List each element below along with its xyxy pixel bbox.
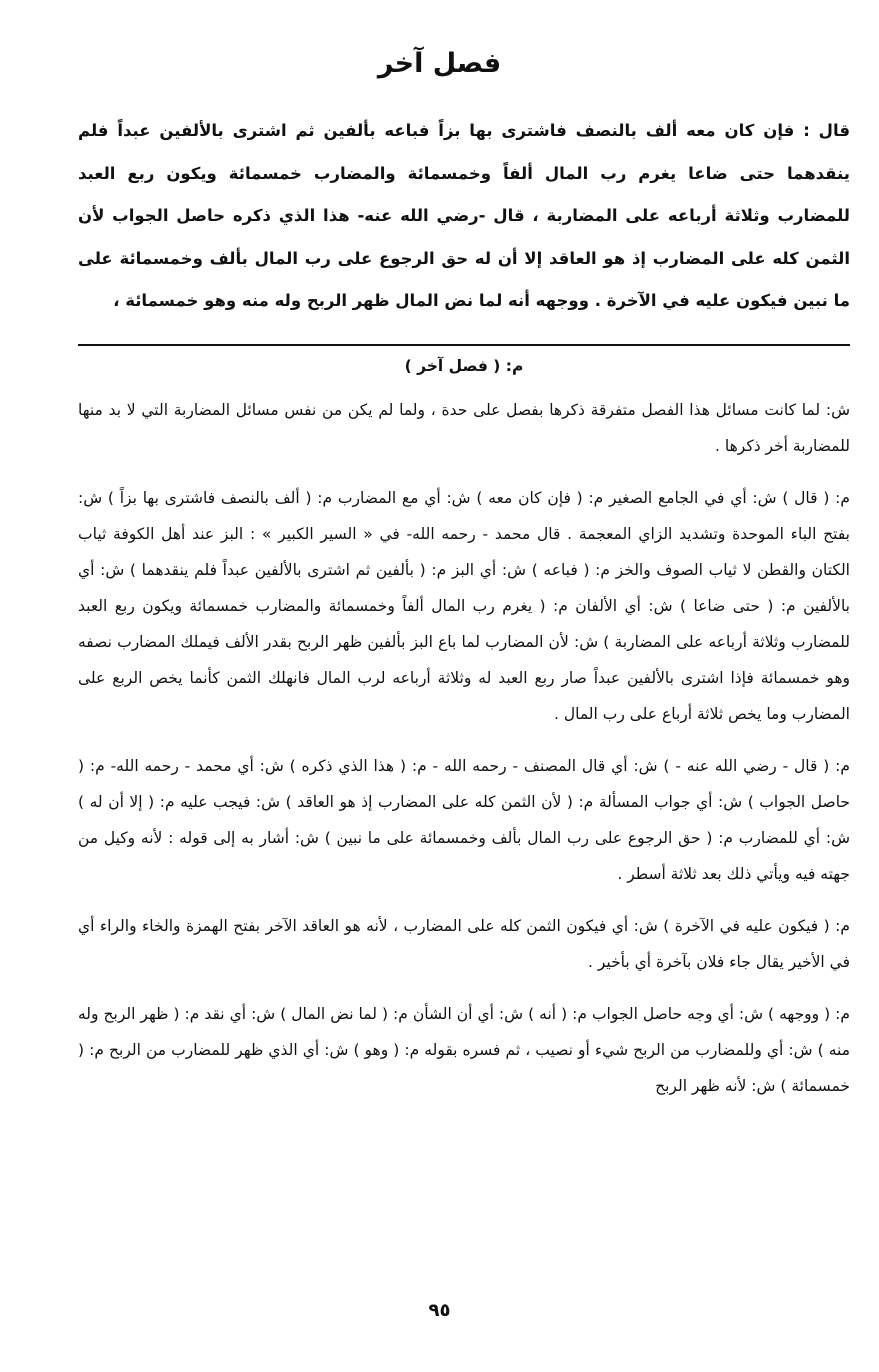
main-text-block bbox=[78, 110, 850, 323]
commentary-block bbox=[78, 348, 850, 1120]
page-number: ٩٥ bbox=[428, 1300, 451, 1321]
commentary-paragraph: م: ( فيكون عليه في الآخرة ) ش: أي فيكون الثمن كله على المضارب ، لأنه هو العاقد الآخر بفتح الهمزة والخاء والراء أي في الأخير يقال جاء فلان بآخرة أي بأخير . bbox=[78, 917, 850, 971]
commentary-paragraph: ش: لما كانت مسائل هذا الفصل متفرقة ذكرها بفصل على حدة ، ولما لم يكن من نفس مسائل المضاربة التي لا بد منها للمضاربة أخر ذكرها . bbox=[78, 401, 850, 455]
divider-line bbox=[78, 344, 850, 346]
commentary-paragraph: م: ( قال - رضي الله عنه - ) ش: أي قال المصنف - رحمه الله - م: ( هذا الذي ذكره ) ش: أي محمد - رحمه الله- م: ( حاصل الجواب ) ش: أي جواب المسألة م: ( لأن الثمن كله على المضارب إذ هو العاقد ) ش: فيجب عليه م: ( إلا أن له ) ش: أي للمضارب م: ( حق الرجوع على رب المال بألف وخمسمائة على ما نبين ) ش: أشار به إلى قوله : لأنه وكيل من جهته فيه ويأتي ذلك بعد ثلاثة أسطر . bbox=[78, 757, 850, 883]
section-title: فصل آخر bbox=[377, 48, 502, 79]
commentary-subheading: م: ( فصل آخر ) bbox=[404, 357, 524, 375]
commentary-paragraph: م: ( ووجهه ) ش: أي وجه حاصل الجواب م: ( أنه ) ش: أي أن الشأن م: ( لما نض المال ) ش: أي نقد م: ( ظهر الربح وله منه ) ش: أي وللمضارب من الربح شيء أو نصيب ، ثم فسره بقوله م: ( وهو ) ش: أي الذي ظهر للمضارب من الربح م: ( خمسمائة ) ش: لأنه ظهر الربح bbox=[78, 1005, 850, 1095]
main-text: قال : فإن كان معه ألف بالنصف فاشترى بها بزاً فباعه بألفين ثم اشترى بالألفين عبداً فلم ينقدهما حتى ضاعا يغرم رب المال ألفاً وخمسمائة والمضارب خمسمائة ويكون ربع العبد للمضارب وثلاثة أرباعه على المضاربة ، قال -رضي الله عنه- هذا الذي ذكره حاصل الجواب لأن الثمن كله على المضارب إذ هو العاقد إلا أن له حق الرجوع على رب المال بألف وخمسمائة على ما نبين فيكون عليه في الآخرة . ووجهه أنه لما نض المال ظهر الربح وله منه وهو خمسمائة ، bbox=[78, 121, 850, 310]
commentary-paragraph: م: ( قال ) ش: أي في الجامع الصغير م: ( فإن كان معه ) ش: أي مع المضارب م: ( ألف بالنصف فاشترى بها بزاً ) ش: بفتح الباء الموحدة وتشديد الزاي المعجمة . قال محمد - رحمه الله- في « السير الكبير » : البز عند أهل الكوفة ثياب الكتان والقطن لا ثياب الصوف والخز م: ( فباعه ) ش: أي البز م: ( بألفين ثم اشترى بالألفين عبداً فلم ينقدهما ) ش: أي بالألفين م: ( حتى ضاعا ) ش: أي الألفان م: ( يغرم رب المال ألفاً وخمسمائة والمضارب خمسمائة ويكون ربع العبد للمضارب وثلاثة أرباعه على المضاربة ) ش: لأن المضارب لما باع البز بألفين ظهر الربح بقدر الألف فيملك المضارب نصفه وهو خمسمائة فإذا اشترى بالألفين عبداً صار ربع العبد له وثلاثة أرباعه لرب المال فانهلك الثمن كأنما يخص الربع على المضارب وما يخص ثلاثة أرباع على رب المال . bbox=[78, 489, 850, 723]
